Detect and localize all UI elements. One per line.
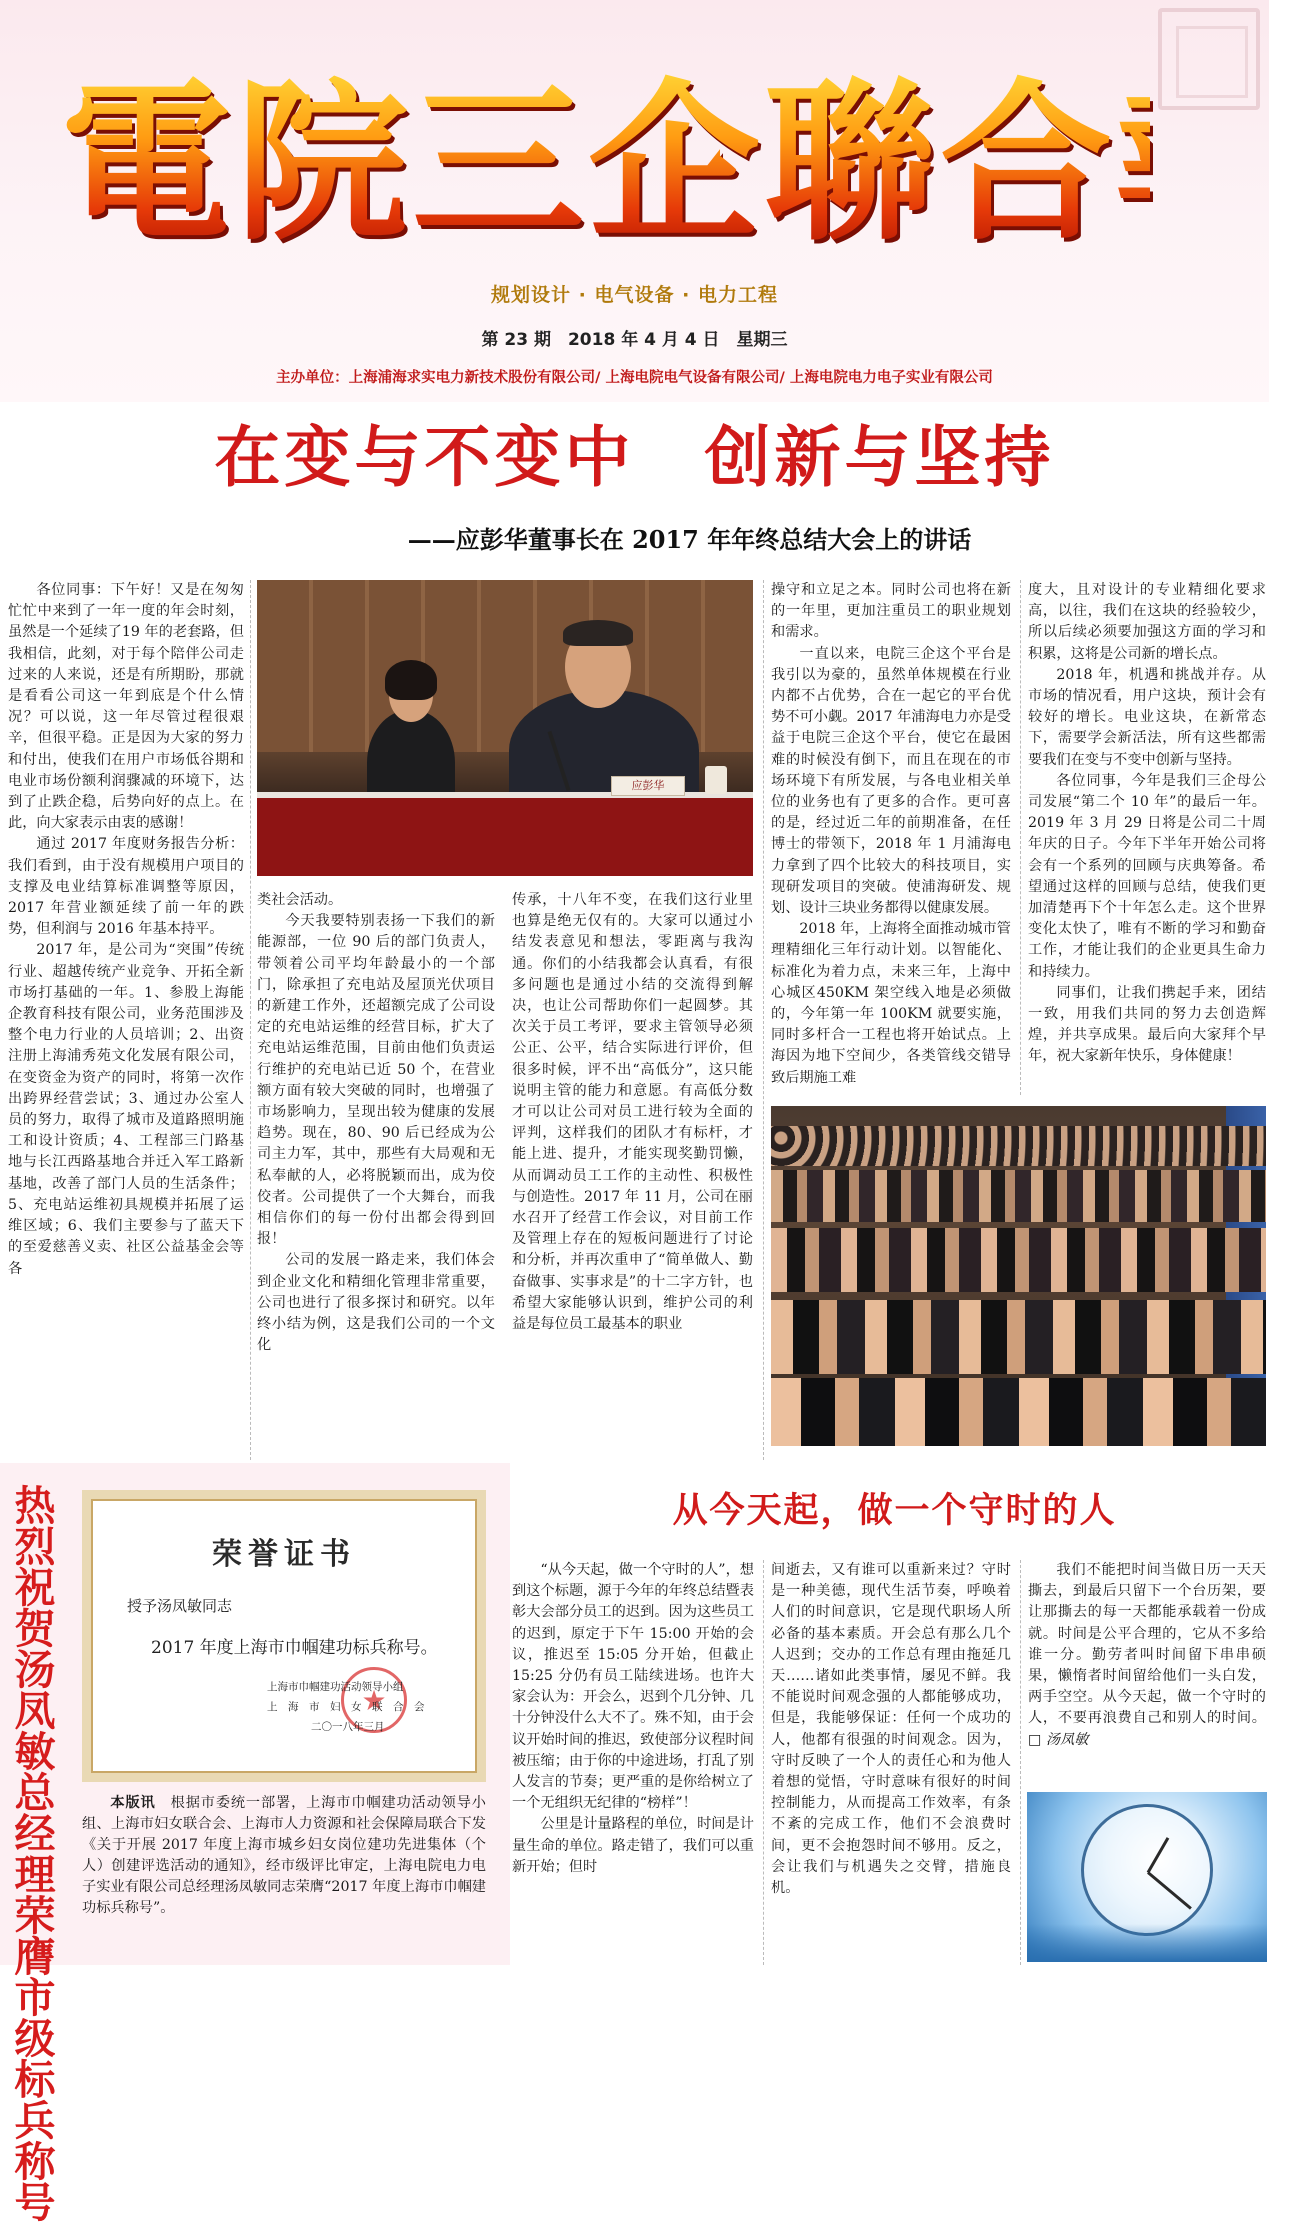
- chairman-hair: [563, 620, 633, 646]
- masthead: [0, 0, 1292, 402]
- paragraph: [1028, 1560, 1266, 1751]
- paragraph: 一直以来，电院三企这个平台是我引以为豪的，虽然单体规模在行业内都不占优势，合在一起它的平台优势不可小觑。2017 年浦海电力亦是受益于电院三企这个平台，使它在最困难的时候没有倒下，而且在现在的市场环境下有所发展，与各电业相关单位的业务也有了更多的合作。更可喜的是，经过近二年的前期准备，在任博士的带领下，2018 年 1 月浦海电力拿到了四个比较大的科技项目，实现研发项目的突破。使浦海研发、规划、设计三块业务都得以健康发展。: [771, 645, 1011, 917]
- meeting-photo: [257, 580, 753, 876]
- certificate-date: 二〇一八年三月: [311, 1721, 385, 1733]
- article2-column-3: [1028, 1560, 1266, 1785]
- paragraph: 同事们，让我们携起手来，团结一致，用我们共同的努力去创造辉煌，并共享成果。最后向大家拜个早年，祝大家新年快乐，身体健康！: [1028, 984, 1266, 1065]
- certificate-title: 荣誉证书: [212, 1537, 356, 1572]
- article-column-1: [8, 580, 244, 1460]
- paragraph: 2018 年，机遇和挑战并存。从市场的情况看，用户这块，预计会有较好的增长。电业这块，在新常态下，需要学会新活法，所有这些都需要我们在变与不变中创新与坚持。: [1028, 666, 1266, 768]
- article-column-4: [771, 580, 1011, 1096]
- paragraph: 公里是计量路程的单位，时间是计量生命的单位。路走错了，我们可以重新开始；但时: [512, 1816, 754, 1875]
- issue-info: 第 23 期 2018 年 4 月 4 日 星期三: [481, 330, 788, 350]
- vertical-headline: 热烈祝贺汤凤敏总经理荣膺市级标兵称号: [14, 1482, 56, 2227]
- newspaper-title: 電院三企聯合報: [60, 58, 1150, 268]
- column-divider: [250, 580, 251, 1460]
- nameplate: [611, 776, 685, 796]
- article2-column-1: [512, 1560, 754, 1965]
- caption-lead: 本版讯: [110, 1795, 156, 1811]
- honor-certificate: [82, 1490, 486, 1782]
- paragraph: 今天我要特别表扬一下我们的新能源部，一位 90 后的部门负责人，带领着公司平均年龄最小的一个部门，除承担了充电站及屋顶光伏项目的新建工作外，还超额完成了公司设定的充电站运维的经营目标，扩大了充电站运维范围，目前由他们负责运行维护的充电站已近 50 个，在营业额方面有较大突破的同时，也增强了市场影响力，呈现出较为健康的发展趋势。现在，80、90 后已经成为公司主力军，其中，那些有大局观和无私奉献的人，必将脱颖而出，成为佼佼者。公司提供了一个大舞台，而我相信你们的每一份付出都会得到回报！: [257, 913, 495, 1248]
- clock-illustration: [1027, 1792, 1267, 1962]
- paragraph: 公司的发展一路走来，我们体会到企业文化和精细化管理非常重要，公司也进行了很多探讨和研究。以年终小结为例，这是我们公司的一个文化: [257, 1252, 495, 1354]
- paragraph: 各位同事，今年是我们三企母公司发展“第二个 10 年”的最后一年。2019 年 3 月 29 日将是公司二十周年庆的日子。今年下半年开始公司将会有一个系列的回顾与庆典筹备。希望通过这样的回顾与总结，使我们更加清楚再下个十年怎么走。这个世界变化太快了，唯有不断的学习和勤奋工作，才能让我们的企业更具生命力和持续力。: [1028, 772, 1266, 980]
- article-headline: 在变与不变中 创新与坚持: [214, 419, 1055, 496]
- paragraph: 传承，十八年不变，在我们这行业里也算是绝无仅有的。大家可以通过小结发表意见和想法，零距离与我沟通。你们的小结我都会认真看，有很多问题也是通过小结的交流得到解决，也让公司帮助你们一起圆梦。其次关于员工考评，要求主管领导必须公正、公平，结合实际进行评价，但很多时候，评不出“高低分”，这只能说明主管的能力和意愿。有高低分数才可以让公司对员工进行较为全面的评判，这样我们的团队才有标杆，才能上进、提升，才能实现奖勤罚懒，从而调动员工工作的主动性、积极性与创造性。2017 年 11 月，公司在丽水召开了经营工作会议，对目前工作及管理上存在的短板问题进行了讨论和分析，并再次重申了“简单做人、勤奋做事、实事求是”的十二字方针，也希望大家能够认识到，维护公司的利益是每位员工最基本的职业: [512, 892, 753, 1333]
- article-column-3: [512, 890, 753, 1460]
- crowd-row: [771, 1126, 1266, 1166]
- paragraph: 类社会活动。: [257, 892, 343, 908]
- water-splash: [1027, 1924, 1267, 1962]
- crowd-row: [771, 1378, 1266, 1446]
- audience-photo: [771, 1106, 1266, 1446]
- paragraph: 通过 2017 年度财务报告分析：我们看到，由于没有规模用户项目的支撑及电业结算标准调整等原因，2017 年营业额延续了前一年的跌势，但利润与 2016 年基本持平。: [8, 836, 244, 938]
- article-column-2: [257, 890, 495, 1460]
- paragraph: 各位同事：下午好！又是在匆匆忙忙中来到了一年一度的年会时刻，虽然是一个延续了19 年的老套路，但我相信，此刻，对于每个陪伴公司走过来的人来说，还是有所期盼，那就是看看公司这一年到底是个什么情况？可以说，这一年尽管过程很艰辛，但很平稳。正是因为大家的努力和付出，使我们在用户市场低谷期和电业市场份额利润骤减的环境下，达到了止跌企稳，后势向好的点上。在此，向大家表示由衷的感谢！: [8, 582, 244, 832]
- column-divider: [763, 1560, 764, 1965]
- paragraph: 2017 年，是公司为“突围”传统行业、超越传统产业竞争、开拓全新市场打基础的一年。1、参股上海能企教育科技有限公司，业务范围涉及整个电力行业的人员培训；2、出资注册上海浦秀苑文化发展有限公司，在变资金为资产的同时，将第一次作出跨界经营尝试；3、通过办公室人员的努力，取得了城市及道路照明施工和设计资质；4、工程部三门路基地与长江西路基地合并迁入军工路新基地，改善了部门人员的生活条件；5、充电站运维初具规模并拓展了运维区域；6、我们主要参与了蓝天下的至爱慈善义卖、社区公益基金会等各: [8, 942, 244, 1277]
- author-signature: □ 汤凤敏: [1028, 1731, 1089, 1748]
- crowd-row: [771, 1228, 1266, 1292]
- teacup: [705, 766, 727, 794]
- column-divider: [1020, 1560, 1021, 1965]
- column-divider: [1020, 580, 1021, 1095]
- caption-text: 根据市委统一部署，上海市巾帼建功活动领导小组、上海市妇女联合会、上海市人力资源和社会保障局联合下发《关于开展 2017 年度上海市城乡妇女岗位建功先进集体（个人）创建评选活动的通知》，经市级评比审定，上海电院电力电子实业有限公司总经理汤凤敏同志荣膺“2017 年度上海市巾帼建功标兵称号”。: [82, 1795, 486, 1916]
- paragraph: 度大，且对设计的专业精细化要求高，以往，我们在这块的经验较少，所以后续必须要加强这方面的学习和积累，这将是公司新的增长点。: [1028, 582, 1266, 662]
- paragraph: 2018 年，上海将全面推动城市管理精细化三年行动计划。以智能化、标准化为着力点，未来三年，上海中心城区450KM 架空线入地是必须做的，今年第一年 100KM 就要实施，同时多杆合一工程也将开始试点。上海因为地下空间少，各类管线交错导致后期施工难: [771, 921, 1011, 1086]
- clock-minute-hand: [1147, 1871, 1192, 1909]
- slogan: 规划设计 · 电气设备 · 电力工程: [491, 284, 778, 306]
- crowd-row: [771, 1300, 1266, 1374]
- paragraph: 间逝去，又有谁可以重新来过？守时是一种美德，现代生活节奏，呼唤着人们的时间意识，它是现代职场人所必备的基本素质。开会总有那么几个人迟到；交办的工作总有理由拖延几天……诸如此类事情，屡见不鲜。我不能说时间观念强的人都能够成功，但是，我能够保证：任何一个成功的人，他都有很强的时间观念。因为，守时反映了一个人的责任心和为他人着想的觉悟，守时意味有很好的时间控制能力，从而提高工作效率，有条不紊的完成工作，他们不会浪费时间，更不会抱怨时间不够用。反之，会让我们与机遇失之交臂，措施良机。: [771, 1562, 1011, 1897]
- paragraph: 操守和立足之本。同时公司也将在新的一年里，更加注重员工的职业规划和需求。: [771, 582, 1011, 641]
- crowd-row: [771, 1170, 1266, 1222]
- article2-column-2: [771, 1560, 1011, 1965]
- clock-face: [1081, 1804, 1213, 1936]
- clock-hour-hand: [1147, 1837, 1170, 1873]
- column-divider: [763, 580, 764, 1460]
- certificate-issuer: 上海市巾帼建功活动领导小组: [267, 1681, 404, 1693]
- article-subheadline: ——应彭华董事长在 2017 年年终总结大会上的讲话: [407, 525, 972, 554]
- certificate-body: 2017 年度上海市巾帼建功标兵称号。: [151, 1638, 438, 1658]
- certificate-recipient: 授予汤凤敏同志: [127, 1597, 233, 1615]
- paragraph: [82, 1793, 486, 1919]
- honor-caption: [82, 1793, 486, 1919]
- article-column-5: [1028, 580, 1266, 1096]
- sponsor-line: 主办单位：上海浦海求实电力新技术股份有限公司/ 上海电院电气设备有限公司/ 上海电院电力电子实业有限公司: [276, 370, 993, 386]
- nameplate-text: 应彭华: [631, 779, 665, 792]
- certificate-issuer: 上 海 市 妇 女 联 合 会: [267, 1701, 425, 1713]
- paragraph-text: 我们不能把时间当做日历一天天撕去，到最后只留下一个台历架，要让那撕去的每一天都能承载着一份成就。时间是公平合理的，它从不多给谁一分。勤劳者叫时间留下串串硕果，懒惰者时间留给他们一头白发，两手空空。从今天起，做一个守时的人，不要再浪费自己和别人的时间。: [1028, 1562, 1266, 1727]
- table-skirt: [257, 798, 753, 876]
- article2-headline: 从今天起，做一个守时的人: [672, 1491, 1117, 1531]
- paragraph: “从今天起，做一个守时的人”，想到这个标题，源于今年的年终总结暨表彰大会部分员工的迟到。因为这些员工的迟到，原定于下午 15:00 开始的会议，推迟至 15:05 分开始，但截止 15:25 分仍有员工陆续进场。也许大家会认为：开会么，迟到个几分钟、几十分钟没什么大不了。殊不知，由于会议开始时间的推迟，致使部分议程时间被压缩；由于你的中途进场，打乱了别人发言的节奏；更严重的是你给树立了一个无组织无纪律的“榜样”！: [512, 1562, 754, 1812]
- woman-hair: [385, 660, 437, 700]
